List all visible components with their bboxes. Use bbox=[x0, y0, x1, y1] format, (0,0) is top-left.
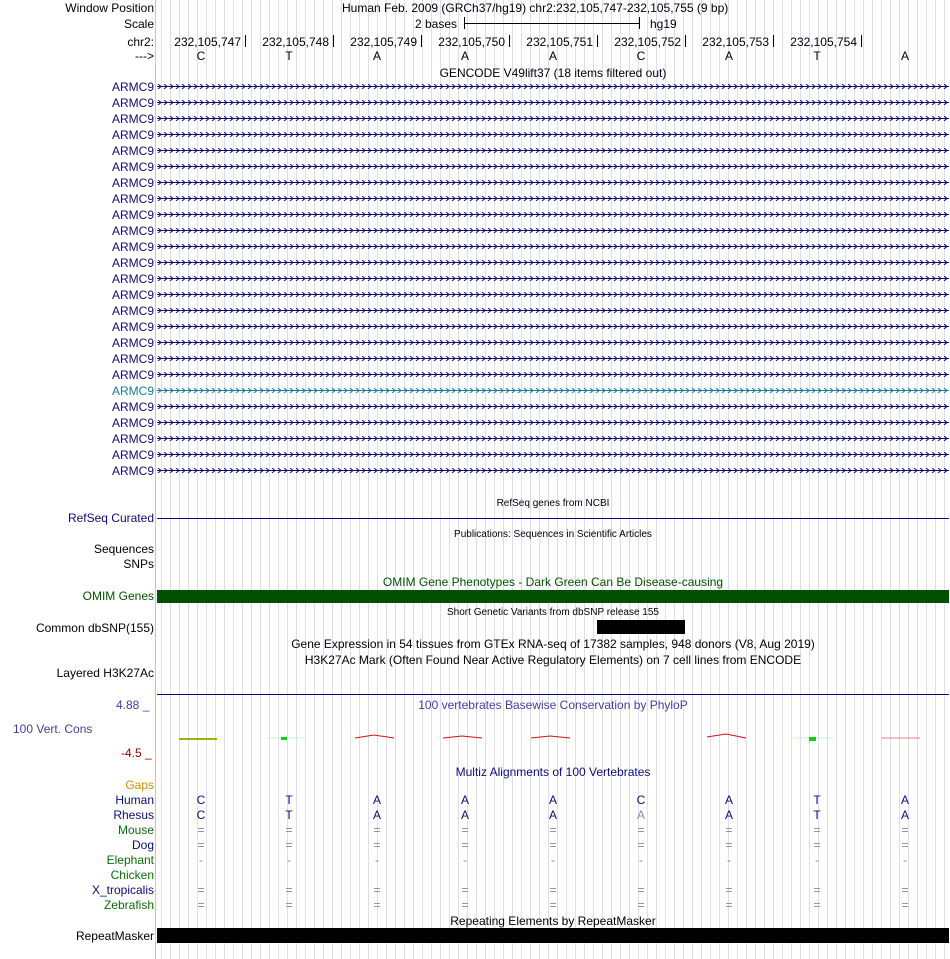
base-letter: T bbox=[285, 49, 293, 63]
dbsnp-track-title: Short Genetic Variants from dbSNP release 155 bbox=[447, 607, 659, 618]
guide-line bbox=[269, 0, 270, 959]
guide-line bbox=[674, 0, 675, 959]
guide-line bbox=[395, 0, 396, 959]
multiz-track-title: Multiz Alignments of 100 Vertebrates bbox=[455, 765, 651, 779]
alignment-base: = bbox=[285, 898, 293, 912]
guide-line bbox=[449, 0, 450, 959]
omim-track-title: OMIM Gene Phenotypes - Dark Green Can Be Disease-causing bbox=[382, 575, 724, 589]
gene-label-armc9[interactable]: ARMC9 bbox=[111, 352, 154, 366]
species-label-human[interactable]: Human bbox=[115, 793, 154, 807]
conservation-pos-8 bbox=[793, 737, 833, 741]
alignment-base: A bbox=[460, 793, 469, 807]
conservation-plot[interactable] bbox=[157, 728, 949, 748]
conservation-pos-4 bbox=[443, 736, 482, 738]
species-label-mouse[interactable]: Mouse bbox=[117, 823, 154, 837]
gene-transcript-line[interactable] bbox=[157, 292, 949, 297]
position-label: 232,105,751 bbox=[526, 35, 593, 49]
gene-transcript-line[interactable] bbox=[157, 180, 949, 185]
alignment-base: = bbox=[373, 898, 381, 912]
alignment-base: - bbox=[287, 853, 291, 867]
alignment-base: = bbox=[285, 823, 293, 837]
alignment-base: = bbox=[725, 838, 733, 852]
gene-label-armc9[interactable]: ARMC9 bbox=[111, 96, 154, 110]
guide-line bbox=[935, 0, 936, 959]
assembly-label: hg19 bbox=[650, 17, 677, 31]
species-label-x_tropicalis[interactable]: X_tropicalis bbox=[91, 883, 154, 897]
guide-line bbox=[782, 0, 783, 959]
gene-transcript-line[interactable] bbox=[157, 324, 949, 329]
conservation-pos-2 bbox=[267, 737, 305, 740]
publications-track-title: Publications: Sequences in Scientific Articles bbox=[454, 529, 652, 540]
gene-transcript-line[interactable] bbox=[157, 420, 949, 425]
alignment-base: = bbox=[461, 823, 469, 837]
h3k27ac-track-title: H3K27Ac Mark (Often Found Near Active Regulatory Elements) on 7 cell lines from ENCODE bbox=[304, 653, 802, 667]
guide-line bbox=[161, 0, 162, 959]
conservation-max-label: 4.88 _ bbox=[116, 698, 150, 712]
gene-transcript-line[interactable] bbox=[157, 228, 949, 233]
repeatmasker-label[interactable]: RepeatMasker bbox=[75, 929, 154, 943]
guide-line bbox=[314, 0, 315, 959]
guide-line bbox=[602, 0, 603, 959]
conservation-pos-7 bbox=[707, 734, 746, 738]
alignment-base: A bbox=[372, 808, 381, 822]
guide-line bbox=[530, 0, 531, 959]
guide-line bbox=[710, 0, 711, 959]
gene-transcript-line[interactable] bbox=[157, 308, 949, 313]
conservation-min-label: -4.5 _ bbox=[121, 746, 152, 760]
guide-line bbox=[521, 0, 522, 959]
base-letter: T bbox=[813, 49, 821, 63]
guide-line bbox=[827, 0, 828, 959]
position-label: 232,105,753 bbox=[702, 35, 769, 49]
alignment-base: - bbox=[199, 853, 203, 867]
alignment-base: T bbox=[813, 808, 821, 822]
gene-label-armc9[interactable]: ARMC9 bbox=[111, 224, 154, 238]
guide-line bbox=[242, 0, 243, 959]
guide-line bbox=[260, 0, 261, 959]
gene-transcript-line[interactable] bbox=[157, 244, 949, 249]
scale-label: Scale bbox=[123, 17, 154, 31]
guide-line bbox=[836, 0, 837, 959]
alignment-base: C bbox=[196, 808, 206, 822]
gene-transcript-line[interactable] bbox=[157, 404, 949, 409]
alignment-base: = bbox=[725, 883, 733, 897]
alignment-base: = bbox=[373, 823, 381, 837]
gene-label-armc9[interactable]: ARMC9 bbox=[111, 80, 154, 94]
gtex-track-title: Gene Expression in 54 tissues from GTEx RNA-seq of 17382 samples, 948 donors (V8, Aug 2019) bbox=[291, 637, 815, 651]
alignment-base: T bbox=[285, 793, 293, 807]
alignment-base: = bbox=[285, 883, 293, 897]
guide-line bbox=[872, 0, 873, 959]
repeatmasker-bar[interactable] bbox=[157, 928, 949, 943]
alignment-base: = bbox=[901, 823, 909, 837]
alignment-base: C bbox=[636, 793, 646, 807]
snps-label[interactable]: SNPs bbox=[123, 557, 154, 571]
alignment-base: = bbox=[813, 883, 821, 897]
base-letter: A bbox=[724, 49, 733, 63]
alignment-base: - bbox=[815, 853, 819, 867]
chrom-label: chr2: bbox=[127, 35, 154, 49]
alignment-base: A bbox=[724, 808, 733, 822]
guide-line bbox=[890, 0, 891, 959]
position-label: 232,105,754 bbox=[790, 35, 857, 49]
alignment-base: = bbox=[461, 898, 469, 912]
guide-line bbox=[494, 0, 495, 959]
guide-line bbox=[404, 0, 405, 959]
conservation-track-title: 100 vertebrates Basewise Conservation by PhyloP bbox=[418, 698, 688, 712]
guide-line bbox=[485, 0, 486, 959]
alignment-base: = bbox=[285, 838, 293, 852]
guide-line bbox=[656, 0, 657, 959]
gene-transcript-line[interactable] bbox=[157, 196, 949, 201]
gaps-label[interactable]: Gaps bbox=[125, 778, 154, 792]
repeatmasker-track-title: Repeating Elements by RepeatMasker bbox=[450, 914, 656, 928]
alignment-base: = bbox=[901, 883, 909, 897]
species-label-rhesus[interactable]: Rhesus bbox=[113, 808, 154, 822]
alignment-base: = bbox=[197, 883, 205, 897]
gene-transcript-line[interactable] bbox=[157, 116, 949, 121]
gene-label-armc9[interactable]: ARMC9 bbox=[111, 448, 154, 462]
refseq-track-title: RefSeq genes from NCBI bbox=[496, 498, 610, 509]
guide-line bbox=[863, 0, 864, 959]
alignment-base: A bbox=[636, 808, 645, 822]
gene-transcript-line[interactable] bbox=[157, 276, 949, 281]
gene-label-armc9[interactable]: ARMC9 bbox=[111, 240, 154, 254]
guide-line bbox=[773, 0, 774, 959]
guide-line bbox=[881, 0, 882, 959]
gene-transcript-line[interactable] bbox=[157, 372, 949, 377]
guide-line bbox=[620, 0, 621, 959]
alignment-base: A bbox=[900, 808, 909, 822]
guide-line bbox=[224, 0, 225, 959]
base-letter: A bbox=[548, 49, 557, 63]
guide-line bbox=[593, 0, 594, 959]
guide-line bbox=[413, 0, 414, 959]
base-letter: C bbox=[636, 49, 646, 63]
guide-line bbox=[755, 0, 756, 959]
gene-label-armc9[interactable]: ARMC9 bbox=[111, 336, 154, 350]
conservation-pos-3 bbox=[355, 735, 394, 738]
guide-line bbox=[476, 0, 477, 959]
alignment-base: = bbox=[637, 838, 645, 852]
alignment-base: = bbox=[637, 883, 645, 897]
guide-line bbox=[431, 0, 432, 959]
guide-line bbox=[692, 0, 693, 959]
alignment-base: = bbox=[637, 898, 645, 912]
alignment-base: = bbox=[813, 898, 821, 912]
gene-label-armc9[interactable]: ARMC9 bbox=[111, 432, 154, 446]
gene-transcript-line[interactable] bbox=[157, 356, 949, 361]
alignment-base: A bbox=[900, 793, 909, 807]
gene-label-armc9[interactable]: ARMC9 bbox=[111, 128, 154, 142]
gene-transcript-line[interactable] bbox=[157, 164, 949, 169]
refseq-gene-line[interactable] bbox=[157, 518, 949, 519]
guide-line bbox=[341, 0, 342, 959]
guide-line bbox=[791, 0, 792, 959]
guide-line bbox=[944, 0, 945, 959]
guide-line bbox=[917, 0, 918, 959]
guide-line bbox=[800, 0, 801, 959]
alignment-base: = bbox=[197, 823, 205, 837]
guide-line bbox=[503, 0, 504, 959]
gene-transcript-line[interactable] bbox=[157, 340, 949, 345]
alignment-base: = bbox=[549, 883, 557, 897]
scale-bar bbox=[464, 17, 640, 29]
species-label-zebrafish[interactable]: Zebrafish bbox=[103, 898, 154, 912]
guide-line bbox=[233, 0, 234, 959]
gene-label-armc9[interactable]: ARMC9 bbox=[111, 208, 154, 222]
guide-line bbox=[170, 0, 171, 959]
position-tick bbox=[861, 35, 862, 47]
h3k27ac-label[interactable]: Layered H3K27Ac bbox=[56, 666, 154, 680]
guide-line bbox=[845, 0, 846, 959]
species-label-elephant[interactable]: Elephant bbox=[106, 853, 154, 867]
scale-text: 2 bases bbox=[415, 17, 458, 31]
position-label: 232,105,747 bbox=[174, 35, 241, 49]
species-label-chicken[interactable]: Chicken bbox=[110, 868, 154, 882]
alignment-base: = bbox=[813, 823, 821, 837]
guide-line bbox=[665, 0, 666, 959]
gene-transcript-line[interactable] bbox=[157, 84, 949, 89]
position-label: 232,105,752 bbox=[614, 35, 681, 49]
guide-line bbox=[701, 0, 702, 959]
omim-genes-label[interactable]: OMIM Genes bbox=[82, 589, 154, 603]
gene-label-armc9[interactable]: ARMC9 bbox=[111, 288, 154, 302]
gene-label-armc9[interactable]: ARMC9 bbox=[111, 400, 154, 414]
guide-line bbox=[539, 0, 540, 959]
guide-line bbox=[359, 0, 360, 959]
guide-line bbox=[746, 0, 747, 959]
sequences-label[interactable]: Sequences bbox=[93, 542, 154, 556]
alignment-base: C bbox=[196, 793, 206, 807]
alignment-base: A bbox=[460, 808, 469, 822]
alignment-base: = bbox=[197, 898, 205, 912]
guide-line bbox=[323, 0, 324, 959]
base-letter: A bbox=[900, 49, 909, 63]
gene-label-armc9[interactable]: ARMC9 bbox=[111, 320, 154, 334]
gene-transcript-line[interactable] bbox=[157, 468, 949, 473]
alignment-base: = bbox=[901, 838, 909, 852]
alignment-base: = bbox=[637, 823, 645, 837]
base-letter: A bbox=[460, 49, 469, 63]
alignment-base: = bbox=[373, 883, 381, 897]
position-label: 232,105,749 bbox=[350, 35, 417, 49]
guide-line bbox=[764, 0, 765, 959]
alignment-base: A bbox=[724, 793, 733, 807]
alignment-base: - bbox=[727, 853, 731, 867]
guide-line bbox=[215, 0, 216, 959]
alignment-base: = bbox=[373, 838, 381, 852]
guide-line bbox=[179, 0, 180, 959]
species-label-dog[interactable]: Dog bbox=[131, 838, 154, 852]
gene-label-armc9[interactable]: ARMC9 bbox=[111, 272, 154, 286]
alignment-base: = bbox=[549, 898, 557, 912]
conservation-pos-5 bbox=[531, 736, 570, 738]
alignment-base: T bbox=[285, 808, 293, 822]
gene-transcript-line[interactable] bbox=[157, 388, 949, 393]
guide-line bbox=[332, 0, 333, 959]
base-letter: A bbox=[372, 49, 381, 63]
guide-line bbox=[188, 0, 189, 959]
alignment-base: = bbox=[725, 823, 733, 837]
alignment-base: T bbox=[813, 793, 821, 807]
gene-label-armc9[interactable]: ARMC9 bbox=[111, 304, 154, 318]
alignment-base: - bbox=[903, 853, 907, 867]
gene-label-armc9[interactable]: ARMC9 bbox=[111, 256, 154, 270]
guide-line bbox=[566, 0, 567, 959]
gene-transcript-line[interactable] bbox=[157, 260, 949, 265]
alignment-base: - bbox=[375, 853, 379, 867]
guide-line bbox=[854, 0, 855, 959]
guide-line bbox=[440, 0, 441, 959]
guide-line bbox=[629, 0, 630, 959]
alignment-base: - bbox=[639, 853, 643, 867]
gene-transcript-line[interactable] bbox=[157, 148, 949, 153]
gene-label-armc9[interactable]: ARMC9 bbox=[111, 192, 154, 206]
conservation-label[interactable]: 100 Vert. Cons bbox=[13, 722, 93, 736]
gene-label-armc9[interactable]: ARMC9 bbox=[111, 176, 154, 190]
gene-label-armc9[interactable]: ARMC9 bbox=[111, 144, 154, 158]
alignment-base: A bbox=[548, 808, 557, 822]
guide-line bbox=[512, 0, 513, 959]
gene-label-armc9[interactable]: ARMC9 bbox=[111, 384, 154, 398]
gene-label-armc9[interactable]: ARMC9 bbox=[111, 112, 154, 126]
position-label: 232,105,750 bbox=[438, 35, 505, 49]
alignment-base: = bbox=[197, 838, 205, 852]
gene-transcript-line[interactable] bbox=[157, 452, 949, 457]
base-letter: C bbox=[196, 49, 206, 63]
alignment-base: = bbox=[549, 823, 557, 837]
guide-line bbox=[251, 0, 252, 959]
guide-line bbox=[926, 0, 927, 959]
alignment-base: - bbox=[463, 853, 467, 867]
gencode-track-title: GENCODE V49lift37 (18 items filtered out) bbox=[439, 66, 667, 80]
alignment-base: = bbox=[901, 898, 909, 912]
dbsnp-label[interactable]: Common dbSNP(155) bbox=[35, 621, 154, 635]
omim-gene-bar[interactable] bbox=[157, 590, 949, 603]
guide-line bbox=[611, 0, 612, 959]
window-position-label: Window Position bbox=[65, 1, 154, 15]
alignment-base: = bbox=[725, 898, 733, 912]
alignment-base: = bbox=[461, 883, 469, 897]
alignment-base: A bbox=[372, 793, 381, 807]
alignment-base: = bbox=[549, 838, 557, 852]
alignment-base: - bbox=[551, 853, 555, 867]
guide-line bbox=[350, 0, 351, 959]
refseq-curated-label[interactable]: RefSeq Curated bbox=[67, 511, 154, 525]
guide-line bbox=[683, 0, 684, 959]
window-position-text: Human Feb. 2009 (GRCh37/hg19) chr2:232,105,747-232,105,755 (9 bp) bbox=[342, 1, 729, 15]
gene-label-armc9[interactable]: ARMC9 bbox=[111, 368, 154, 382]
alignment-base: = bbox=[461, 838, 469, 852]
gene-transcript-line[interactable] bbox=[157, 132, 949, 137]
gene-transcript-line[interactable] bbox=[157, 436, 949, 441]
guide-line bbox=[422, 0, 423, 959]
guide-line bbox=[584, 0, 585, 959]
position-label: 232,105,748 bbox=[262, 35, 329, 49]
dbsnp-variant-bar[interactable] bbox=[597, 620, 685, 634]
guide-line bbox=[575, 0, 576, 959]
guide-line bbox=[305, 0, 306, 959]
alignment-base: = bbox=[813, 838, 821, 852]
gene-label-armc9[interactable]: ARMC9 bbox=[111, 416, 154, 430]
label-divider bbox=[155, 0, 156, 959]
h3k27ac-baseline bbox=[157, 694, 949, 695]
alignment-base: A bbox=[548, 793, 557, 807]
gene-transcript-line[interactable] bbox=[157, 100, 949, 105]
gene-transcript-line[interactable] bbox=[157, 212, 949, 217]
gene-label-armc9[interactable]: ARMC9 bbox=[111, 160, 154, 174]
gene-label-armc9[interactable]: ARMC9 bbox=[111, 464, 154, 478]
strand-label: ---> bbox=[135, 49, 154, 63]
